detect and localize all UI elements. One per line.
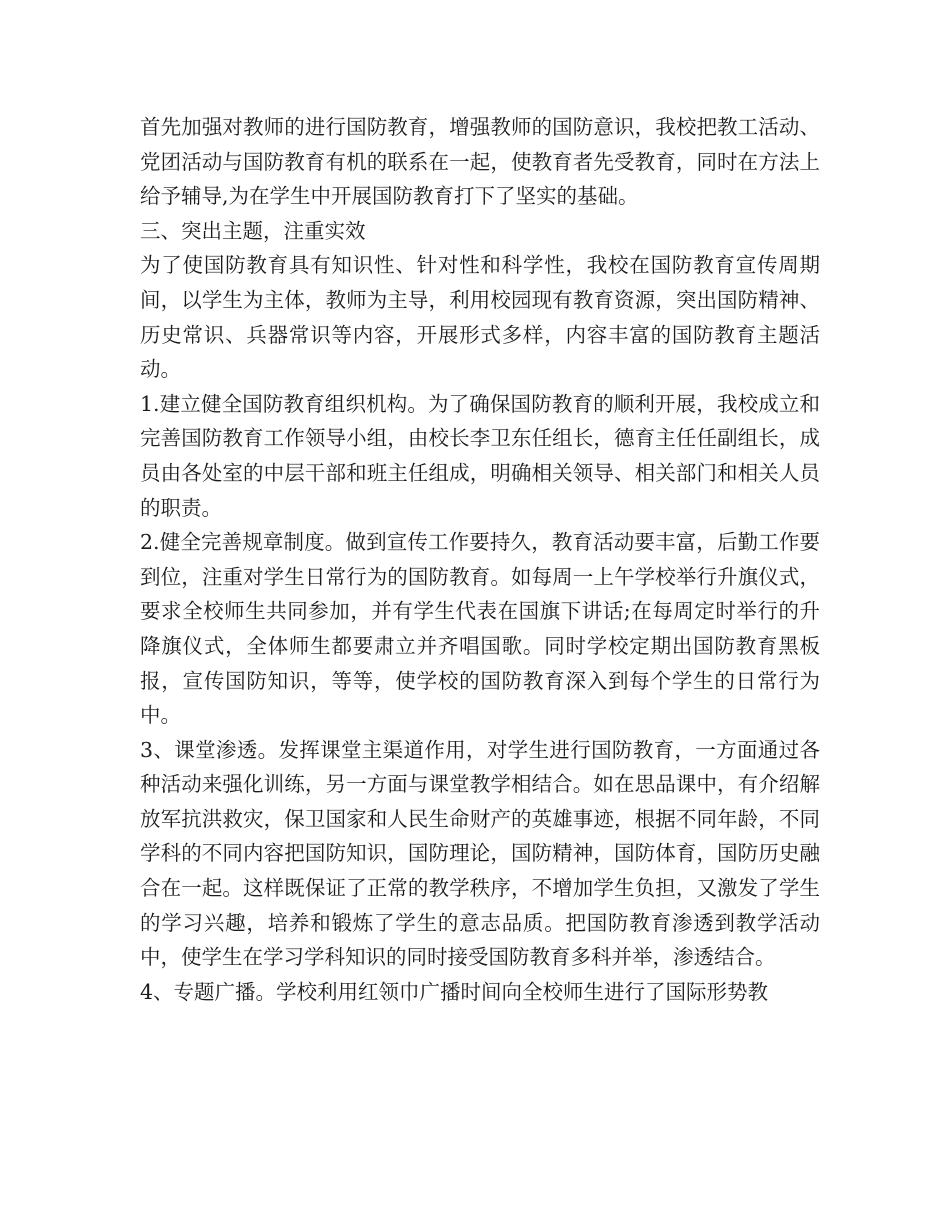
- paragraph-theme-activities: 为了使国防教育具有知识性、针对性和科学性，我校在国防教育宣传周期间，以学生为主体，教师为主导，利用校园现有教育资源，突出国防精神、历史常识、兵器常识等内容，开展形式多样，内容丰富的国防教育主题活动。: [140, 253, 820, 382]
- paragraph-teacher-education: 首先加强对教师的进行国防教育，增强教师的国防意识，我校把教工活动、党团活动与国防教育有机的联系在一起，使教育者先受教育，同时在方法上给予辅导,为在学生中开展国防教育打下了坚实的基础。: [140, 115, 820, 209]
- paragraph-item-1-organization: 1.建立健全国防教育组织机构。为了确保国防教育的顺利开展，我校成立和完善国防教育工作领导小组，由校长李卫东任组长，德育主任任副组长，成员由各处室的中层干部和班主任组成，明确相关领导、相关部门和相关人员的职责。: [140, 391, 820, 520]
- paragraph-item-4-broadcast: 4、专题广播。学校利用红领巾广播时间向全校师生进行了国际形势教: [140, 979, 769, 1004]
- section-heading-three: 三、突出主题，注重实效: [140, 218, 366, 243]
- paragraph-item-3-classroom: 3、课堂渗透。发挥课堂主渠道作用，对学生进行国防教育，一方面通过各种活动来强化训练，另一方面与课堂教学相结合。如在思品课中，有介绍解放军抗洪救灾，保卫国家和人民生命财产的英雄事迹，根据不同年龄，不同学科的不同内容把国防知识，国防理论，国防精神，国防体育，国防历史融合在一起。这样既保证了正常的教学秩序，不增加学生负担，又激发了学生的学习兴趣，培养和锻炼了学生的意志品质。把国防教育渗透到教学活动中，使学生在学习学科知识的同时接受国防教育多科并举，渗透结合。: [140, 737, 820, 970]
- document-body: [140, 110, 820, 1009]
- paragraph-item-2-regulations: 2.健全完善规章制度。做到宣传工作要持久，教育活动要丰富，后勤工作要到位，注重对学生日常行为的国防教育。如每周一上午学校举行升旗仪式，要求全校师生共同参加，并有学生代表在国旗下讲话;在每周定时举行的升降旗仪式，全体师生都要肃立并齐唱国歌。同时学校定期出国防教育黑板报，宣传国防知识，等等，使学校的国防教育深入到每个学生的日常行为中。: [140, 530, 820, 728]
